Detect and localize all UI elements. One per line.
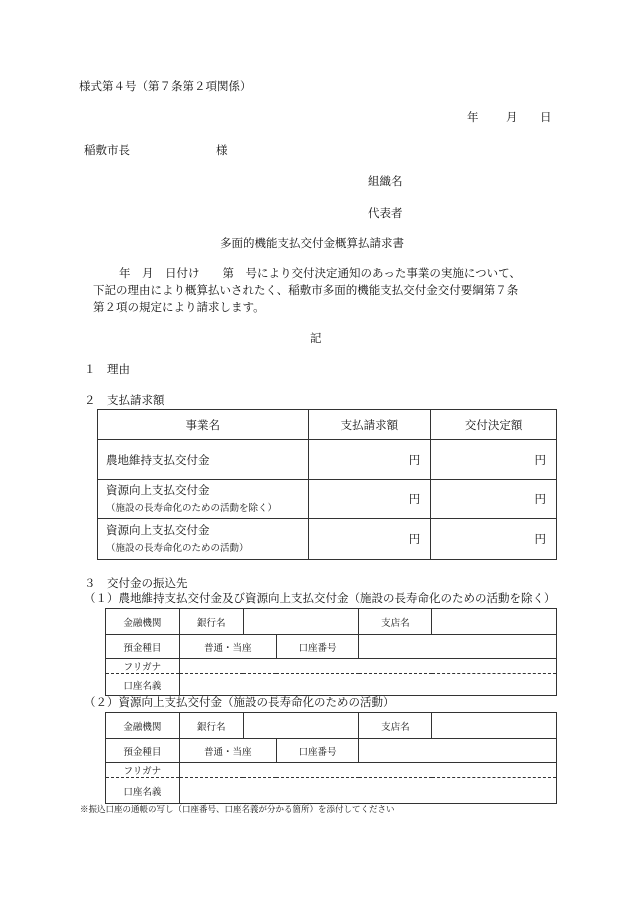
ki-mark: 記 (310, 331, 322, 345)
project-name: 資源向上支払交付金 （施設の長寿命化のための活動を除く） (98, 480, 309, 519)
section-1-label: １ 理由 (84, 362, 130, 376)
bank-table-2 (105, 712, 557, 804)
account-number-field[interactable] (359, 739, 557, 763)
amount-row (98, 480, 557, 519)
body-line-2: 下記の理由により概算払いされたく、稲敷市多面的機能支払交付金交付要綱第７条 (93, 283, 519, 297)
date-year: 年 (467, 110, 479, 124)
branch-field[interactable] (432, 713, 557, 739)
bank-row-furigana (106, 763, 557, 778)
deposit-type-label: 預金種目 (106, 635, 180, 659)
bank-name-field[interactable] (243, 713, 359, 739)
deposit-type-value[interactable]: 普通・当座 (179, 635, 276, 659)
branch-label: 支店名 (359, 609, 432, 635)
amount-row (98, 440, 557, 480)
bank-row-furigana (106, 659, 557, 674)
bank-row-institution (106, 713, 557, 739)
section-3-sub-1: （１）農地維持支払交付金及び資源向上支払交付金（施設の長寿命化のための活動を除く） (84, 591, 556, 605)
body-line-3: 第２項の規定により請求します。 (93, 300, 265, 314)
deposit-type-value[interactable]: 普通・当座 (179, 739, 276, 763)
requested-amount[interactable]: 円 (308, 519, 431, 560)
branch-field[interactable] (432, 609, 557, 635)
requested-amount[interactable]: 円 (308, 480, 431, 519)
bank-row-institution (106, 609, 557, 635)
deposit-type-label: 預金種目 (106, 739, 180, 763)
institution-label: 金融機関 (106, 609, 180, 635)
header-project: 事業名 (98, 410, 309, 440)
bank-name-label: 銀行名 (179, 609, 243, 635)
header-requested: 支払請求額 (308, 410, 431, 440)
bank-row-deposit (106, 635, 557, 659)
furigana-field[interactable] (179, 659, 556, 674)
decided-amount[interactable]: 円 (431, 440, 557, 480)
amount-header-row (98, 410, 557, 440)
date-day: 日 (540, 110, 552, 124)
account-number-label: 口座番号 (276, 739, 359, 763)
amount-row (98, 519, 557, 560)
requested-amount[interactable]: 円 (308, 440, 431, 480)
decided-amount[interactable]: 円 (431, 519, 557, 560)
addressee-name: 稲敷市長 (84, 143, 130, 157)
bank-name-label: 銀行名 (179, 713, 243, 739)
date-month: 月 (506, 110, 518, 124)
furigana-label: フリガナ (106, 763, 180, 778)
amount-table (97, 409, 557, 560)
form-number: 様式第４号（第７条第２項関係） (79, 79, 252, 93)
holder-label: 口座名義 (106, 674, 180, 696)
bank-name-field[interactable] (243, 609, 359, 635)
bank-row-deposit (106, 739, 557, 763)
holder-field[interactable] (179, 778, 556, 804)
account-number-label: 口座番号 (276, 635, 359, 659)
project-name: 資源向上支払交付金 （施設の長寿命化のための活動） (98, 519, 309, 560)
body-line-1: 年 月 日付け 第 号により交付決定通知のあった事業の実施について、 (119, 266, 521, 280)
branch-label: 支店名 (359, 713, 432, 739)
footnote: ※振込口座の通帳の写し（口座番号、口座名義が分かる箇所）を添付してください (80, 805, 395, 815)
project-name: 農地維持支払交付金 (98, 440, 309, 480)
bank-table-1 (105, 608, 557, 696)
furigana-field[interactable] (179, 763, 556, 778)
decided-amount[interactable]: 円 (431, 480, 557, 519)
addressee-honorific: 様 (216, 143, 228, 157)
document-title: 多面的機能支払交付金概算払請求書 (220, 236, 404, 250)
bank-row-holder (106, 778, 557, 804)
org-label: 組織名 (368, 174, 403, 188)
section-2-label: ２ 支払請求額 (84, 393, 165, 407)
institution-label: 金融機関 (106, 713, 180, 739)
account-number-field[interactable] (359, 635, 557, 659)
section-3-label: ３ 交付金の振込先 (84, 576, 188, 590)
furigana-label: フリガナ (106, 659, 180, 674)
bank-row-holder (106, 674, 557, 696)
holder-label: 口座名義 (106, 778, 180, 804)
holder-field[interactable] (179, 674, 556, 696)
header-decided: 交付決定額 (431, 410, 557, 440)
rep-label: 代表者 (368, 206, 403, 220)
section-3-sub-2: （２）資源向上支払交付金（施設の長寿命化のための活動） (84, 695, 395, 709)
